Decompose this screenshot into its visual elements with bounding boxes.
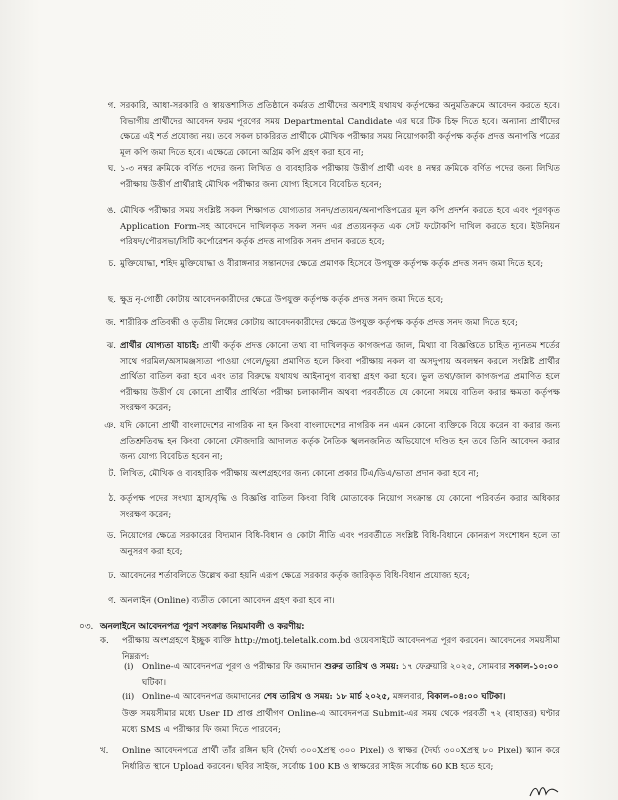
clause-text: সরকারি, আধা-সরকারি ও স্বায়ত্তশাসিত প্রতিষ্ঠানে কর্মরত প্রার্থীদের অবশ্যই যথাযথ কর্তৃপক্ষের অনুমতিক্রমে আবেদন করতে হবে। বিভাগীয় প্রার্থীদের আবেদন ফরম পূরণের সময় Departmental Candidate এর ঘরে টিক চিহ্ন দিতে হবে। অন্যান্য প্রার্থীদের ক্ষেত্রে এই শর্ত প্রযোজ্য নয়। তবে সকল চাকরিরত প্রার্থীকে মৌখিক পরীক্ষার সময় নিয়োগকারী কর্তৃপক্ষ কর্তৃক প্রদত্ত অনাপত্তি পত্রের মূল কপি জমা দিতে হবে। এক্ষেত্রে কোনো অগ্রিম কপি গ্রহণ করা হবে না; xyxy=(120,101,560,158)
clause-ttha xyxy=(108,492,560,523)
clause-marker: ড. xyxy=(106,531,116,541)
clause-text: যদি কোনো প্রার্থী বাংলাদেশের নাগরিক না হন কিংবা বাংলাদেশের নাগরিক নন এমন কোনো ব্যক্তিকে বিয়ে করেন বা করার জন্য প্রতিশ্রুতিবদ্ধ হন কিংবা কোনো ফৌজদারি আদালত কর্তৃক নৈতিক স্খলনজনিত অভিযোগে দণ্ডিত হন তবে তিনি আবেদন করার জন্য যোগ্য বিবেচিত হবেন না; xyxy=(120,421,560,463)
subclause-marker: ক. xyxy=(100,636,109,646)
schedule-bold: শুরুর তারিখ ও সময়: xyxy=(324,662,399,672)
clause-marker: ণ. xyxy=(108,596,116,606)
clause-marker: ঠ. xyxy=(108,494,116,504)
schedule-text: ঘটিকা। xyxy=(142,677,167,688)
subclause-text: পরীক্ষায় অংশগ্রহণে ইচ্ছুক ব্যক্তি http://motj.teletalk.com.bd ওয়েবসাইটে আবেদনপত্র পূরণ করবেন। আবেদনের সময়সীমা নিম্নরূপ: xyxy=(122,636,560,662)
schedule-bold: শেষ তারিখ ও সময়: ১৮ মার্চ ২০২৫, xyxy=(263,692,391,702)
subclause-marker: খ. xyxy=(100,746,109,756)
section-title: অনলাইনে আবেদনপত্র পূরণ সংক্রান্ত নিয়মাবলী ও করণীয়: xyxy=(100,622,305,632)
schedule-end xyxy=(122,690,560,706)
clause-text: কর্তৃপক্ষ পদের সংখ্যা হ্রাস/বৃদ্ধি ও বিজ্ঞপ্তি বাতিল কিংবা বিধি মোতাবেক নিয়োগ সংক্রান্ত যে কোনো পরিবর্তন করার অধিকার সংরক্ষণ করেন; xyxy=(120,494,560,520)
clause-marker: ছ. xyxy=(108,295,116,305)
schedule-text: Online-এ আবেদনপত্র জমাদানের xyxy=(142,692,264,702)
clause-text: প্রার্থী কর্তৃক প্রদত্ত কোনো তথ্য বা দাখিলকৃত কাগজপত্র জাল, মিথ্যা বা বিজ্ঞপ্তিতে চাহিত ন্যূনতম শর্তের সাথে গরমিল/অসামঞ্জস্যতা পাওয়া গেলে/ভুয়া প্রমাণিত হলে কিংবা পরীক্ষায় নকল বা অসদুপায় অবলম্বন করলে সংশ্লিষ্ট প্রার্থীর প্রার্থিতা বাতিল করা হবে এবং তার বিরুদ্ধে যথাযথ আইনানুগ ব্যবস্থা গ্রহণ করা হবে। ভুল তথ্য/জাল কাগজপত্র প্রমাণিত হলে পরীক্ষায় উত্তীর্ণ যে কোনো প্রার্থীর প্রার্থিতা পরীক্ষা চলাকালীন অথবা পরবর্তীতে যে কোনো সময়ে বাতিল করার ক্ষমতা কর্তৃপক্ষ সংরক্ষণ করেন; xyxy=(120,341,560,414)
clause-marker: ট. xyxy=(108,469,116,479)
clause-marker: ঞ. xyxy=(104,421,116,431)
clause-ga xyxy=(107,99,560,161)
schedule-text: Online-এ আবেদনপত্র পূরণ ও পরীক্ষার ফি জমাদান xyxy=(142,662,325,672)
clause-chha xyxy=(108,293,560,309)
section-number: ০৩. xyxy=(79,622,94,632)
clause-marker: ঢ. xyxy=(108,571,116,581)
clause-marker: জ. xyxy=(105,318,116,328)
clause-marker: গ. xyxy=(107,101,116,111)
clause-marker: ঘ. xyxy=(107,164,116,174)
clause-dda xyxy=(106,529,560,560)
clause-text: ১-৩ নম্বর ক্রমিকে বর্ণিত পদের জন্য লিখিত ও ব্যবহারিক পরীক্ষায় উত্তীর্ণ প্রার্থী এবং ৪ নম্বর ক্রমিকে বর্ণিত পদের জন্য লিখিত পরীক্ষায় উত্তীর্ণ প্রার্থীরাই মৌখিক পরীক্ষার জন্য যোগ্য হিসেবে বিবেচিত হবেন; xyxy=(120,164,560,190)
clause-marker: ঝ. xyxy=(106,341,116,351)
schedule-text: মঙ্গলবার, xyxy=(390,692,428,702)
signature-scribble xyxy=(528,780,568,798)
clause-ja xyxy=(105,316,560,332)
clause-cha xyxy=(108,257,560,273)
clause-text: লিখিত, মৌখিক ও ব্যবহারিক পরীক্ষায় অংশগ্রহণের জন্য কোনো প্রকার টিএ/ডিএ/ভাতা প্রদান করা হবে না; xyxy=(120,469,479,479)
subclause-text: Online আবেদনপত্রে প্রার্থী তাঁর রঙ্গিন ছবি (দৈর্ঘ্য ৩০০Xপ্রস্থ ৩০০ Pixel) ও স্বাক্ষর (দৈর্ঘ্য ৩০০Xপ্রস্থ ৮০ Pixel) স্ক্যান করে নির্ধারিত স্থানে Upload করবেন। ছবির সাইজ, সর্বোচ্চ 100 KB ও স্বাক্ষরের সাইজ সর্বোচ্চ 60 KB হতে হবে; xyxy=(122,746,560,772)
payment-note: উক্ত সময়সীমার মধ্যে User ID প্রাপ্ত প্রার্থীগণ Online-এ আবেদনপত্র Submit-এর সময় থেকে পরবর্তী ৭২ (বাহাত্তর) ঘণ্টার মধ্যে SMS এ পরীক্ষার ফি জমা দিতে পারবেন; xyxy=(122,709,560,735)
clause-text: ক্ষুদ্র নৃ-গোষ্ঠী কোটায় আবেদনকারীদের ক্ষেত্রে উপযুক্ত কর্তৃপক্ষ কর্তৃক প্রদত্ত সনদ জমা দিতে হবে; xyxy=(120,295,444,305)
clause-text: অনলাইন (Online) ব্যতীত কোনো আবেদন গ্রহণ করা হবে না। xyxy=(120,596,335,606)
clause-tta xyxy=(108,467,560,483)
schedule-start xyxy=(124,660,560,691)
clause-text: শারীরিক প্রতিবন্ধী ও তৃতীয় লিঙ্গের কোটায় আবেদনকারীদের ক্ষেত্রে উপযুক্ত কর্তৃপক্ষ কর্তৃক প্রদত্ত সনদ জমা দিতে হবে; xyxy=(120,318,518,328)
schedule-bold: সকাল-১০:০০ xyxy=(508,662,559,672)
clause-text: মৌখিক পরীক্ষার সময় সংশ্লিষ্ট সকল শিক্ষাগত যোগ্যতার সনদ/প্রত্যয়ন/অনাপত্তিপত্রের মূল কপি প্রদর্শন করতে হবে এবং পূরণকৃত Application Form-সহ আবেদনে দাখিলকৃত সকল সনদ এর প্রত্যয়নকৃত এক সেট ফটোকপি দাখিল করতে হবে। ইউনিয়ন পরিষদ/পৌরসভা/সিটি কর্পোরেশন কর্তৃক প্রদত্ত নাগরিক সনদ প্রদান করতে হবে; xyxy=(120,206,560,248)
clause-text: মুক্তিযোদ্ধা, শহিদ মুক্তিযোদ্ধা ও বীরাঙ্গনার সন্তানদের ক্ষেত্রে প্রমাণক হিসেবে উপযুক্ত কর্তৃপক্ষ কর্তৃক প্রদত্ত সনদ জমা দিতে হবে; xyxy=(120,259,544,269)
subclause-kha xyxy=(100,744,560,775)
clause-text: আবেদনের শর্তাবলিতে উল্লেখ করা হয়নি এরূপ ক্ষেত্রে সরকার কর্তৃক জারিকৃত বিধি-বিধান প্রযোজ্য হবে; xyxy=(120,571,470,581)
clause-marker: ঙ. xyxy=(106,206,116,216)
clause-bold-lead: প্রার্থীর যোগ্যতা যাচাই: xyxy=(120,341,200,351)
schedule-marker: (ii) xyxy=(122,692,135,702)
schedule-bold: বিকাল-০৪:০০ ঘটিকা। xyxy=(427,692,506,702)
clause-nya xyxy=(104,419,560,466)
schedule-marker: (i) xyxy=(124,662,134,672)
clause-ddha xyxy=(108,569,560,585)
schedule-text: ১৭ ফেব্রুয়ারি ২০২৫, সোমবার xyxy=(398,662,509,672)
clause-marker: চ. xyxy=(108,259,116,269)
clause-gha xyxy=(107,162,560,193)
clause-umo xyxy=(106,204,560,251)
clause-jha xyxy=(106,339,560,417)
clause-nna xyxy=(108,594,560,610)
clause-text: নিয়োগের ক্ষেত্রে সরকারের বিদ্যমান বিধি-বিধান ও কোটা নীতি এবং পরবর্তীতে সংশ্লিষ্ট বিধি-বিধানে কোনরূপ সংশোধন হলে তা অনুসরণ করা হবে; xyxy=(120,531,560,557)
